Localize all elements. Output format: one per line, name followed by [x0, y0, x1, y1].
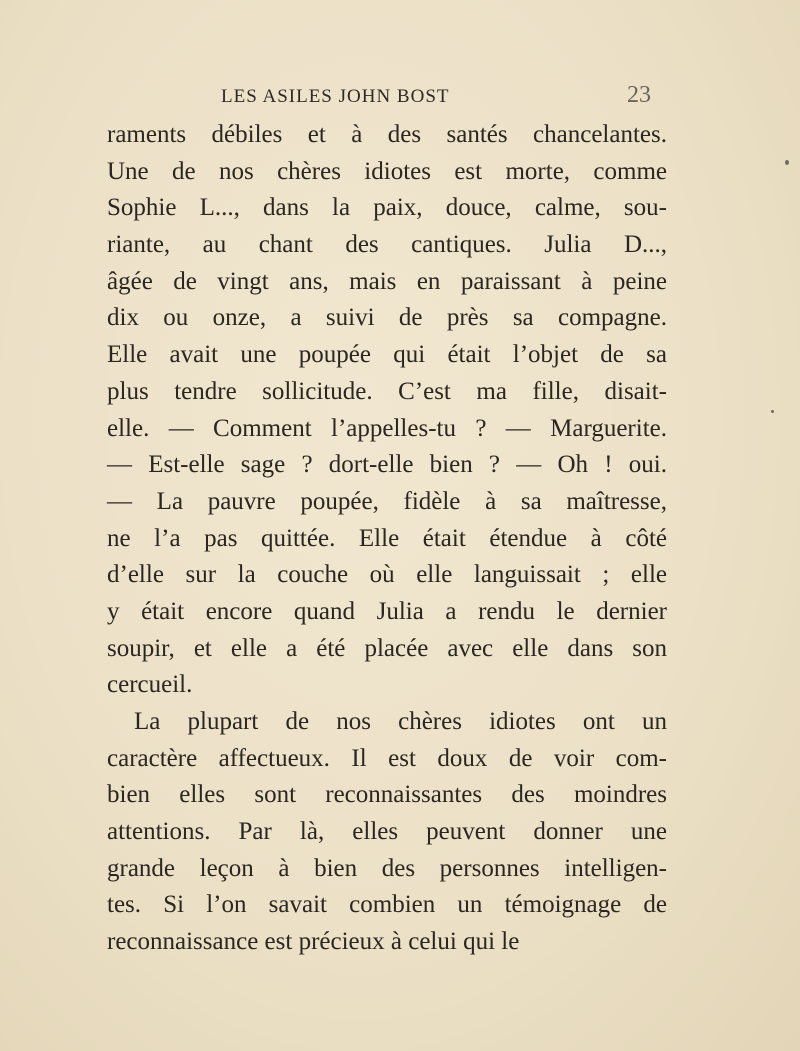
text-line: tes. Si l’on savait combien un témoignage de — [107, 891, 667, 919]
text-line: âgée de vingt ans, mais en paraissant à peine — [107, 267, 667, 295]
page-number: 23 — [627, 82, 651, 108]
text-line: riante, au chant des cantiques. Julia D..., — [107, 231, 667, 259]
text-line: — La pauvre poupée, fidèle à sa maîtresse, — [107, 487, 667, 515]
text-line: Une de nos chères idiotes est morte, comme — [107, 157, 667, 185]
text-line: ne l’a pas quittée. Elle était étendue à côté — [107, 524, 667, 552]
text-line: Sophie L..., dans la paix, douce, calme, sou- — [107, 194, 667, 222]
running-head — [105, 82, 665, 116]
text-line: bien elles sont reconnaissantes des moindres — [107, 781, 667, 809]
running-title: LES ASILES JOHN BOST — [221, 86, 450, 107]
text-line: caractère affectueux. Il est doux de voir com- — [107, 744, 667, 772]
text-line: dix ou onze, a suivi de près sa compagne. — [107, 304, 667, 332]
text-line: raments débiles et à des santés chancelantes. — [107, 121, 667, 148]
text-line: cercueil. — [107, 671, 193, 699]
text-line: soupir, et elle a été placée avec elle dans son — [107, 634, 667, 662]
paper-speck — [771, 410, 774, 413]
text-line: elle. — Comment l’appelles-tu ? — Marguerite. — [107, 414, 667, 442]
text-line: attentions. Par là, elles peuvent donner une — [107, 818, 667, 846]
text-line: Elle avait une poupée qui était l’objet de sa — [107, 341, 667, 369]
text-line: — Est-elle sage ? dort-elle bien ? — Oh ! oui. — [107, 451, 667, 479]
paper-speck — [785, 160, 789, 165]
text-line: grande leçon à bien des personnes intelligen- — [107, 854, 667, 882]
text-line: La plupart de nos chères idiotes ont un — [134, 708, 667, 735]
text-line: y était encore quand Julia a rendu le dernier — [107, 597, 667, 625]
text-line: d’elle sur la couche où elle languissait ; elle — [107, 561, 667, 589]
body-text — [107, 117, 667, 961]
text-line: plus tendre sollicitude. C’est ma fille, disait- — [107, 377, 667, 405]
text-line: reconnaissance est précieux à celui qui le — [107, 928, 520, 956]
